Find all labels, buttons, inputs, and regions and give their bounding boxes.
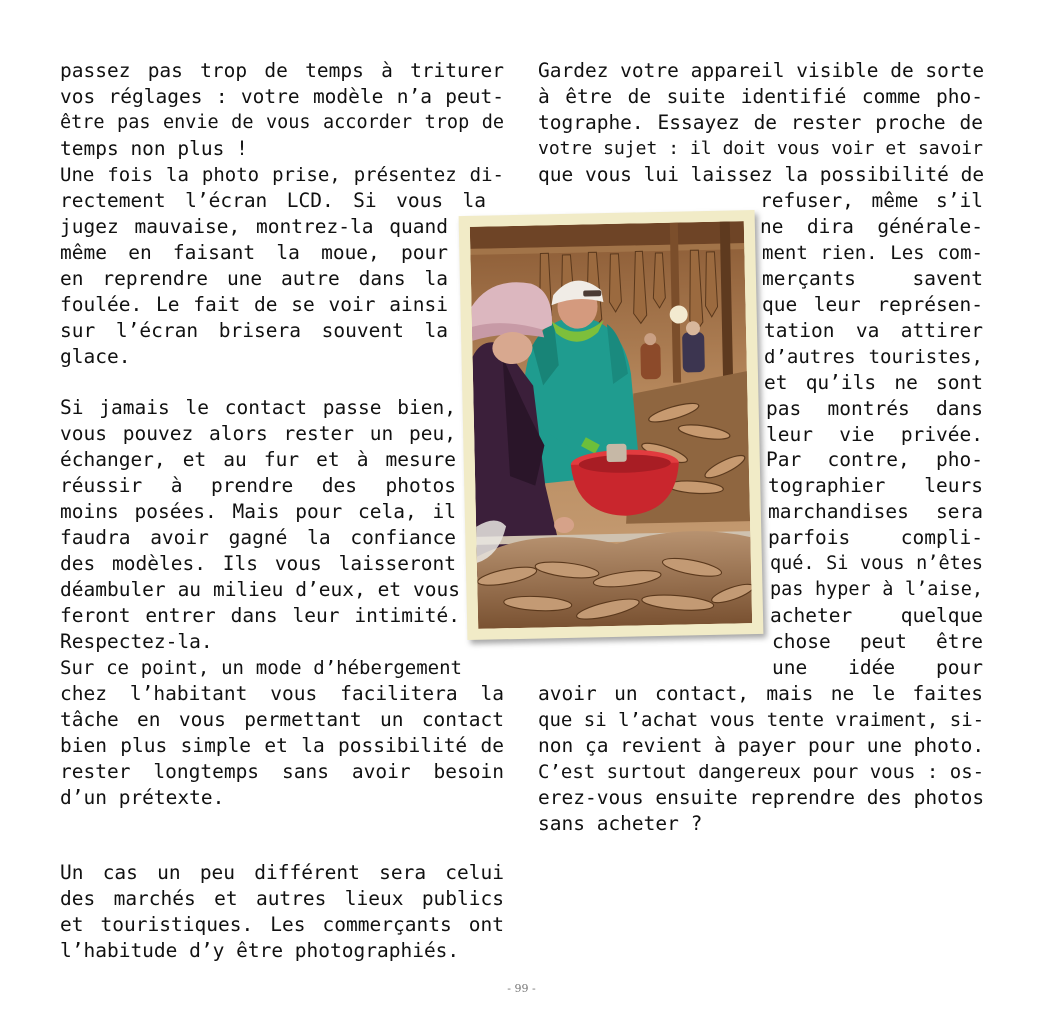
text-line: tation va attirer bbox=[764, 319, 983, 342]
text-line: refuser, même s’il bbox=[760, 189, 983, 212]
text-line: même en faisant la moue, pour bbox=[60, 241, 448, 264]
text-line: vous pouvez alors rester un peu, bbox=[60, 422, 456, 445]
text-line: votre sujet : il doit vous voir et savoir bbox=[538, 138, 983, 159]
text-line: et qu’ils ne sont bbox=[764, 371, 983, 394]
text-line: des modèles. Ils vous laisseront bbox=[60, 552, 456, 575]
text-line: Un cas un peu différent sera celui bbox=[60, 861, 504, 884]
text-line: que vous lui laissez la possibilité de bbox=[538, 163, 985, 186]
text-line: Si jamais le contact passe bien, bbox=[60, 396, 456, 419]
text-line: rectement l’écran LCD. Si vous la bbox=[60, 189, 486, 212]
text-line: erez-vous ensuite reprendre des photos bbox=[538, 786, 985, 809]
text-line: à être de suite identifié comme pho- bbox=[538, 85, 983, 108]
text-line: ment rien. Les com- bbox=[762, 242, 983, 264]
text-line: C’est surtout dangereux pour vous : os- bbox=[538, 761, 985, 783]
text-line: Par contre, pho- bbox=[766, 448, 983, 471]
text-line: avoir un contact, mais ne le faites bbox=[538, 682, 983, 705]
text-line: vos réglages : votre modèle n’a peut- bbox=[60, 85, 504, 108]
text-line: parfois compli- bbox=[768, 526, 983, 549]
text-line: que leur représen- bbox=[762, 293, 983, 316]
text-line: en reprendre une autre dans la bbox=[60, 267, 448, 290]
text-line: tâche en vous permettant un contact bbox=[60, 708, 504, 731]
text-line: pas hyper à l’aise, bbox=[770, 579, 983, 600]
text-line: Respectez-la. bbox=[60, 630, 213, 653]
text-line: que si l’achat vous tente vraiment, si- bbox=[538, 709, 985, 731]
text-line: jugez mauvaise, montrez-la quand bbox=[60, 215, 448, 238]
market-scene-illustration bbox=[470, 221, 752, 629]
text-line: sans acheter ? bbox=[538, 812, 703, 835]
text-line: l’habitude d’y être photographiés. bbox=[60, 939, 460, 962]
text-line: déambuler au milieu d’eux, et vous bbox=[60, 578, 460, 601]
text-line: réussir à prendre des photos bbox=[60, 474, 456, 497]
text-line: foulée. Le fait de se voir ainsi bbox=[60, 293, 448, 316]
text-line: d’autres touristes, bbox=[764, 346, 983, 368]
page-number: - 99 - bbox=[507, 982, 536, 995]
text-line: sur l’écran brisera souvent la bbox=[60, 319, 448, 342]
text-line: et touristiques. Les commerçants ont bbox=[60, 913, 504, 936]
text-line: faudra avoir gagné la confiance bbox=[60, 526, 456, 549]
text-line: feront entrer dans leur intimité. bbox=[60, 604, 460, 627]
text-line: qué. Si vous n’êtes bbox=[770, 553, 983, 574]
text-line: acheter quelque bbox=[770, 604, 983, 627]
text-line: être pas envie de vous accorder trop de bbox=[60, 112, 504, 133]
text-line: des marchés et autres lieux publics bbox=[60, 887, 504, 910]
text-line: marchandises sera bbox=[768, 500, 983, 523]
text-line: glace. bbox=[60, 345, 131, 368]
text-line: tographe. Essayez de rester proche de bbox=[538, 111, 983, 134]
text-line: d’un prétexte. bbox=[60, 786, 225, 809]
market-photo-image bbox=[470, 221, 752, 629]
text-line: une idée pour bbox=[772, 656, 983, 679]
market-photo bbox=[459, 210, 764, 640]
text-line: pas montrés dans bbox=[766, 397, 983, 420]
text-line: Sur ce point, un mode d’hébergement bbox=[60, 657, 462, 679]
text-line: chez l’habitant vous facilitera la bbox=[60, 682, 504, 705]
text-line: échanger, et au fur et à mesure bbox=[60, 448, 456, 471]
text-line: leur vie privée. bbox=[766, 423, 983, 446]
text-line: rester longtemps sans avoir besoin bbox=[60, 760, 504, 783]
text-line: moins posées. Mais pour cela, il bbox=[60, 500, 456, 523]
text-line: chose peut être bbox=[772, 630, 983, 653]
text-line: bien plus simple et la possibilité de bbox=[60, 734, 504, 757]
text-line: tographier leurs bbox=[768, 474, 983, 497]
text-line: Une fois la photo prise, présentez di- bbox=[60, 164, 504, 186]
text-line: temps non plus ! bbox=[60, 137, 248, 160]
text-line: Gardez votre appareil visible de sorte bbox=[538, 59, 985, 82]
text-line: merçants savent bbox=[762, 267, 983, 290]
text-line: passez pas trop de temps à triturer bbox=[60, 59, 504, 82]
text-line: non ça revient à payer pour une photo. bbox=[538, 734, 985, 757]
text-line: ne dira générale- bbox=[760, 215, 983, 238]
